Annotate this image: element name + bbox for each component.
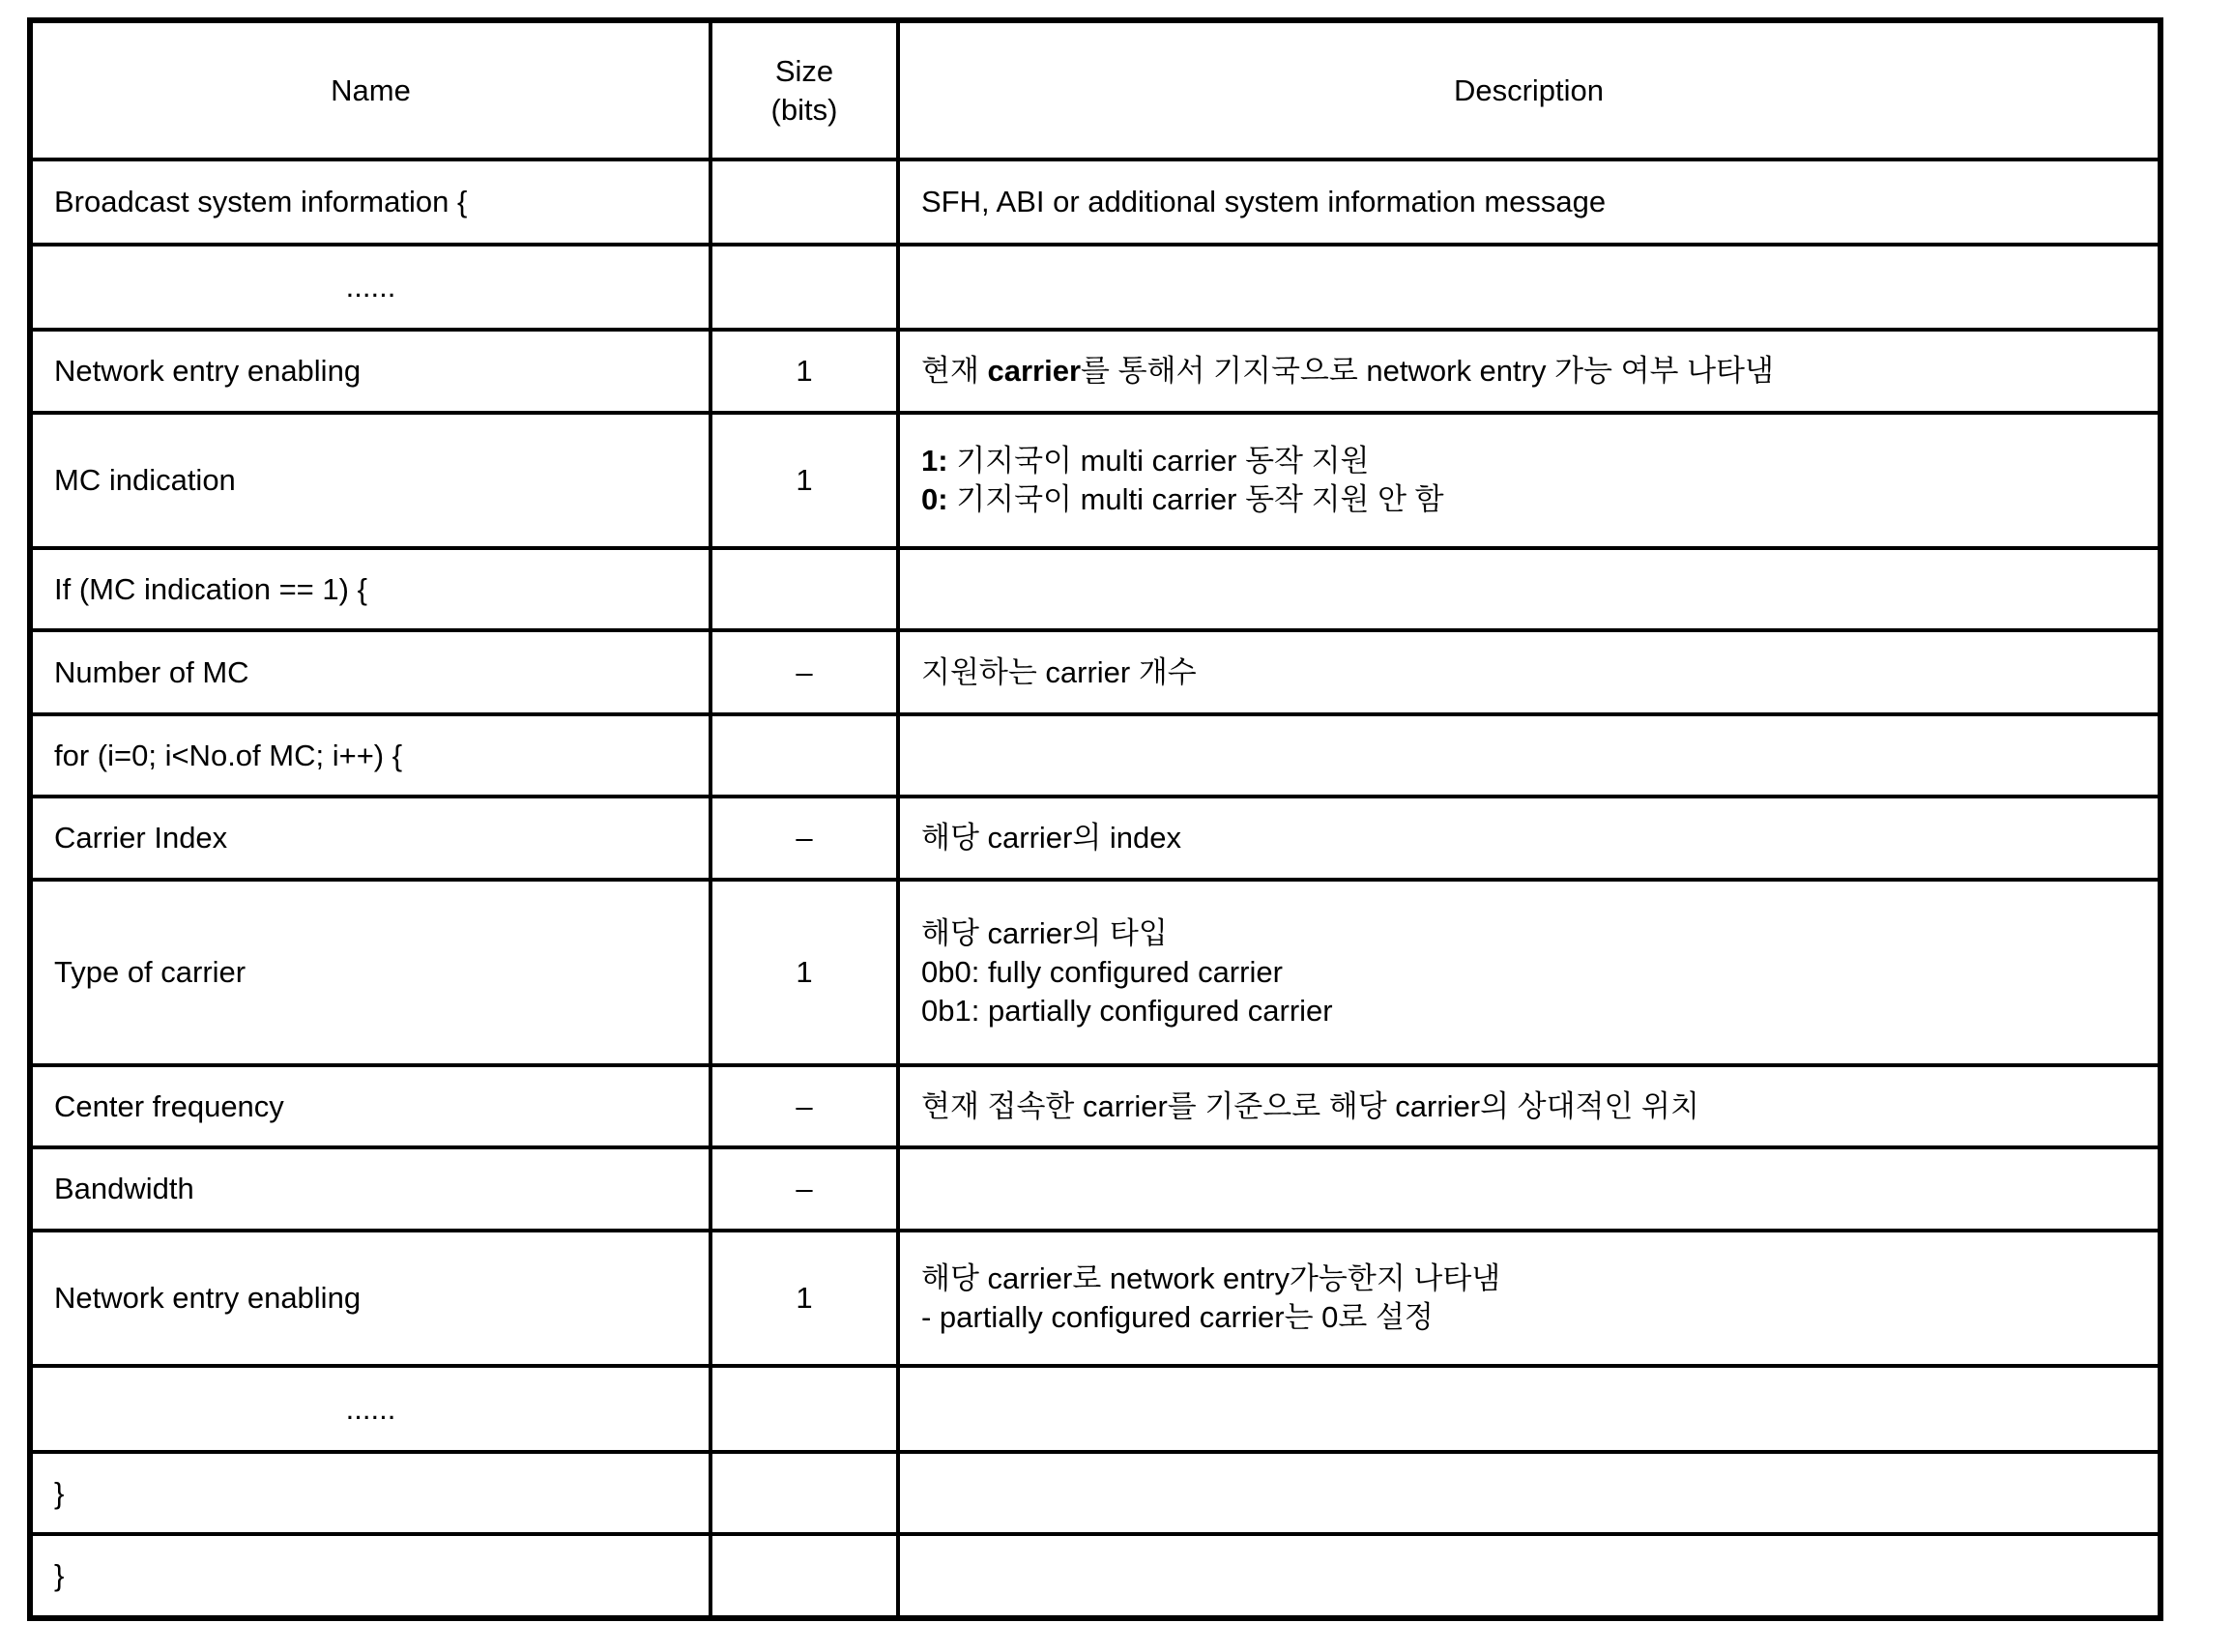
cell-description [898,330,2160,413]
table-row [30,245,2160,330]
cell-size [710,1452,898,1534]
cell-name: Bandwidth [30,1147,710,1231]
cell-name: Center frequency [30,1065,710,1147]
header-description: Description [898,20,2160,159]
cell-description [898,159,2160,245]
cell-size: 1 [710,880,898,1065]
description-line: 현재 carrier를 통해서 기지국으로 network entry 가능 여부 나타냄 [921,354,1774,388]
cell-description [898,797,2160,880]
table-row [30,797,2160,880]
field-definition-table [27,17,2163,1621]
header-size-line2: (bits) [770,92,838,127]
cell-size: – [710,630,898,714]
table-row [30,413,2160,548]
table-row [30,714,2160,797]
cell-description [898,1147,2160,1231]
cell-description [898,413,2160,548]
description-line: - partially configured carrier는 0로 설정 [921,1300,1434,1334]
cell-name: } [30,1534,710,1618]
cell-name: MC indication [30,413,710,548]
table-row [30,548,2160,630]
cell-description [898,1065,2160,1147]
cell-description [898,880,2160,1065]
description-line: 0b0: fully configured carrier [921,955,1283,989]
table-row [30,159,2160,245]
cell-name: Broadcast system information { [30,159,710,245]
cell-name: ...... [30,1366,710,1452]
description-line: 현재 접속한 carrier를 기준으로 해당 carrier의 상대적인 위치 [921,1088,1699,1123]
description-line: 0b1: partially configured carrier [921,994,1333,1028]
cell-size: – [710,1065,898,1147]
cell-size: – [710,1147,898,1231]
header-size [710,20,898,159]
table-row [30,1147,2160,1231]
cell-name: Network entry enabling [30,1231,710,1366]
cell-size: 1 [710,413,898,548]
cell-size [710,159,898,245]
cell-description [898,1452,2160,1534]
table-row [30,880,2160,1065]
cell-description [898,630,2160,714]
cell-description [898,245,2160,330]
cell-size: 1 [710,1231,898,1366]
description-line: 지원하는 carrier 개수 [921,654,1197,689]
cell-description [898,548,2160,630]
header-row [30,20,2160,159]
cell-size [710,548,898,630]
description-line: 1: 기지국이 multi carrier 동작 지원 [921,444,1370,478]
table-body [30,159,2160,1618]
cell-size [710,714,898,797]
cell-size: – [710,797,898,880]
table-row [30,1065,2160,1147]
cell-description [898,1534,2160,1618]
cell-size [710,245,898,330]
cell-size [710,1366,898,1452]
cell-description [898,1231,2160,1366]
cell-name: Type of carrier [30,880,710,1065]
table-row [30,630,2160,714]
description-line: SFH, ABI or additional system information message [921,185,1607,218]
header-size-line1: Size [774,53,834,88]
cell-name: If (MC indication == 1) { [30,548,710,630]
cell-name: for (i=0; i<No.of MC; i++) { [30,714,710,797]
table-row [30,1534,2160,1618]
cell-name: Network entry enabling [30,330,710,413]
table-row [30,1231,2160,1366]
table-row [30,330,2160,413]
cell-name: Carrier Index [30,797,710,880]
table-row [30,1366,2160,1452]
cell-name: } [30,1452,710,1534]
cell-name: ...... [30,245,710,330]
description-line: 0: 기지국이 multi carrier 동작 지원 안 함 [921,482,1444,516]
cell-description [898,1366,2160,1452]
description-line: 해당 carrier의 타입 [921,916,1168,950]
table-row [30,1452,2160,1534]
cell-name: Number of MC [30,630,710,714]
header-name: Name [30,20,710,159]
description-line: 해당 carrier의 index [921,821,1182,855]
cell-description [898,714,2160,797]
cell-size [710,1534,898,1618]
description-line: 해당 carrier로 network entry가능한지 나타냄 [921,1261,1501,1295]
cell-size: 1 [710,330,898,413]
